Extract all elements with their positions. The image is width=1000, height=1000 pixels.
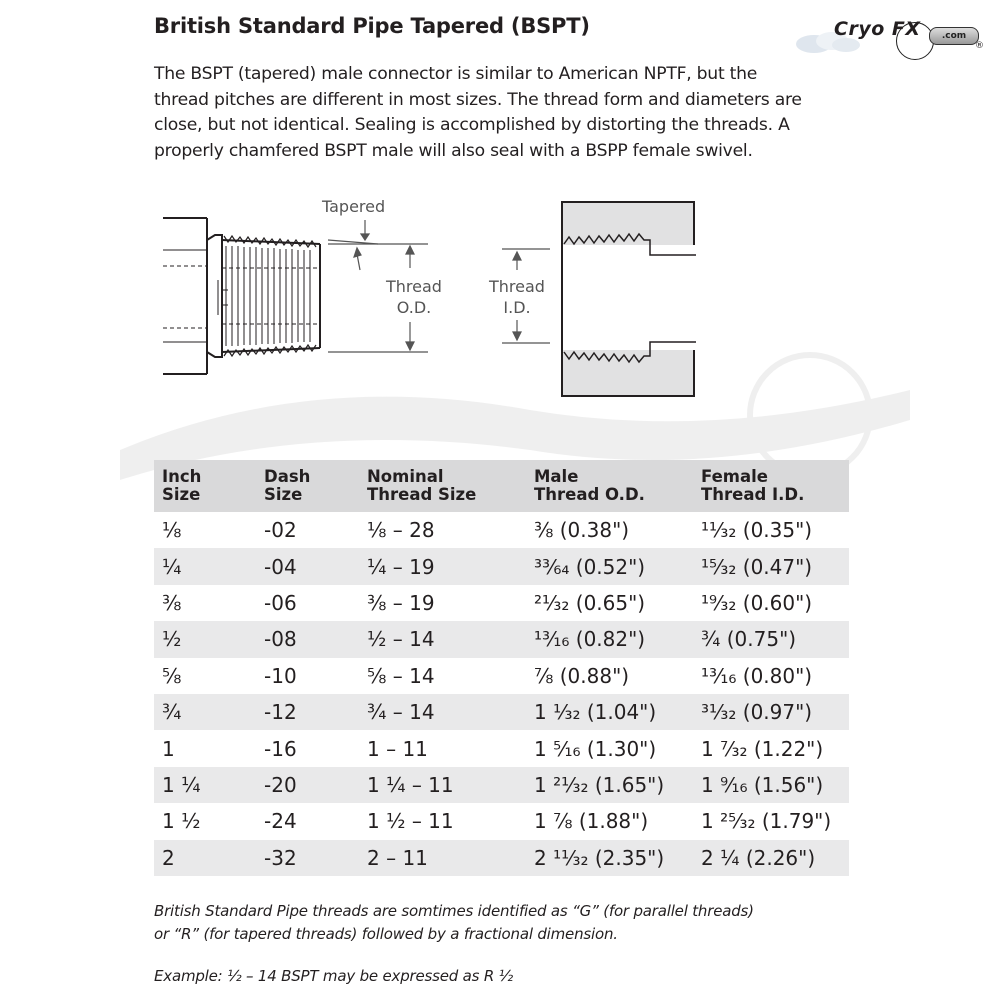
cell-inch-size: ⅛ <box>162 518 182 543</box>
cell-dash-size: -12 <box>256 694 359 730</box>
cell-male-od: 2 ¹¹⁄₃₂ (2.35") <box>526 840 693 876</box>
thread-od-label: Thread O.D. <box>386 277 442 317</box>
table-row <box>154 548 849 584</box>
intro-line: thread pitches are different in most sizes. The thread form and diameters are <box>154 89 802 110</box>
thread-diagram <box>150 190 710 410</box>
cell-dash-size: -32 <box>256 840 359 876</box>
cell-male-od: 1 ⁵⁄₁₆ (1.30") <box>534 736 657 761</box>
male-connector-drawing <box>163 218 320 374</box>
cell-female-id: ³¹⁄₃₂ (0.97") <box>693 694 849 730</box>
cell-male-od: ³³⁄₆₄ (0.52") <box>526 548 693 584</box>
table-row <box>154 658 849 694</box>
cell-dash-size: -20 <box>256 767 359 803</box>
cell-female-id: ¹⁵⁄₃₂ (0.47") <box>693 548 849 584</box>
intro-paragraph <box>154 62 854 164</box>
logo-dotcom: .com <box>929 27 979 45</box>
table-row <box>154 730 849 766</box>
logo-wordmark: Cryo FX <box>834 18 921 40</box>
cell-nominal-thread: 2 – 11 <box>359 840 526 876</box>
cell-inch-size: 1 ¼ <box>154 767 256 803</box>
cell-nominal-thread: ⅛ – 28 <box>367 518 435 543</box>
cell-dash-size: -24 <box>264 809 297 834</box>
table-row <box>154 585 849 621</box>
cell-dash-size: -08 <box>256 621 359 657</box>
notes-line: or “R” (for tapered threads) followed by a fractional dimension. <box>154 925 618 943</box>
cell-nominal-thread: ¼ – 19 <box>359 548 526 584</box>
cell-female-id: ¹⁹⁄₃₂ (0.60") <box>701 590 813 615</box>
cell-male-od: ¹³⁄₁₆ (0.82") <box>526 621 693 657</box>
intro-line: The BSPT (tapered) male connector is similar to American NPTF, but the <box>154 64 758 84</box>
table-header-row <box>154 460 849 512</box>
cell-inch-size: 1 ½ <box>162 809 201 834</box>
cell-nominal-thread: ¾ – 14 <box>359 694 526 730</box>
notes-paragraph <box>154 900 854 946</box>
table-row <box>154 694 849 730</box>
female-port-drawing <box>562 202 696 396</box>
table-row <box>154 621 849 657</box>
tapered-label: Tapered <box>322 197 386 216</box>
intro-line: close, but not identical. Sealing is accomplished by distorting the threads. A <box>154 115 790 136</box>
header-inch-size: Inch Size <box>154 460 256 512</box>
header-dash-size: Dash Size <box>256 460 359 512</box>
cell-male-od: ⅞ (0.88") <box>534 663 630 688</box>
cell-dash-size: -02 <box>264 518 297 543</box>
registered-mark: ® <box>975 41 984 51</box>
example-note: Example: ½ – 14 BSPT may be expressed as R ½ <box>154 967 513 985</box>
cell-male-od: 1 ¹⁄₃₂ (1.04") <box>526 694 693 730</box>
cell-dash-size: -04 <box>256 548 359 584</box>
cell-inch-size: 2 <box>154 840 256 876</box>
cell-nominal-thread: 1 ¼ – 11 <box>359 767 526 803</box>
cell-dash-size: -06 <box>264 590 297 615</box>
cell-female-id: ¾ (0.75") <box>693 621 849 657</box>
header-male-thread-od: Male Thread O.D. <box>526 460 693 512</box>
cell-nominal-thread: ⅜ – 19 <box>367 590 435 615</box>
cell-female-id: ¹¹⁄₃₂ (0.35") <box>701 518 813 543</box>
cell-male-od: 1 ⅞ (1.88") <box>534 809 649 834</box>
cell-male-od: ⅜ (0.38") <box>534 518 630 543</box>
thread-id-label: Thread I.D. <box>489 277 545 317</box>
table-row <box>154 840 849 876</box>
bspt-size-table <box>154 460 849 876</box>
cell-inch-size: ½ <box>154 621 256 657</box>
cell-male-od: 1 ²¹⁄₃₂ (1.65") <box>526 767 693 803</box>
table-row <box>154 767 849 803</box>
cell-female-id: 1 ⁷⁄₃₂ (1.22") <box>701 736 824 761</box>
header-female-thread-id: Female Thread I.D. <box>693 460 849 512</box>
cell-dash-size: -10 <box>264 663 297 688</box>
cell-inch-size: ¼ <box>154 548 256 584</box>
cell-nominal-thread: ⅝ – 14 <box>367 663 435 688</box>
cell-inch-size: 1 <box>162 736 175 761</box>
cell-female-id: 1 ²⁵⁄₃₂ (1.79") <box>701 809 832 834</box>
cell-inch-size: ⅝ <box>162 663 182 688</box>
cell-male-od: ²¹⁄₃₂ (0.65") <box>534 590 646 615</box>
cell-nominal-thread: 1 ½ – 11 <box>367 809 454 834</box>
cell-female-id: ¹³⁄₁₆ (0.80") <box>701 663 813 688</box>
cell-inch-size: ¾ <box>154 694 256 730</box>
page-title: British Standard Pipe Tapered (BSPT) <box>154 14 590 38</box>
cryofx-logo <box>788 8 988 78</box>
cell-dash-size: -16 <box>264 736 297 761</box>
cell-inch-size: ⅜ <box>162 590 182 615</box>
cell-female-id: 1 ⁹⁄₁₆ (1.56") <box>693 767 849 803</box>
cell-nominal-thread: ½ – 14 <box>359 621 526 657</box>
table-row <box>154 803 849 839</box>
cell-female-id: 2 ¼ (2.26") <box>693 840 849 876</box>
notes-line: British Standard Pipe threads are somtimes identified as “G” (for parallel threads) <box>154 902 754 920</box>
header-nominal-thread-size: Nominal Thread Size <box>359 460 526 512</box>
cell-nominal-thread: 1 – 11 <box>367 736 428 761</box>
intro-line: properly chamfered BSPT male will also seal with a BSPP female swivel. <box>154 140 753 161</box>
table-row <box>154 512 849 548</box>
